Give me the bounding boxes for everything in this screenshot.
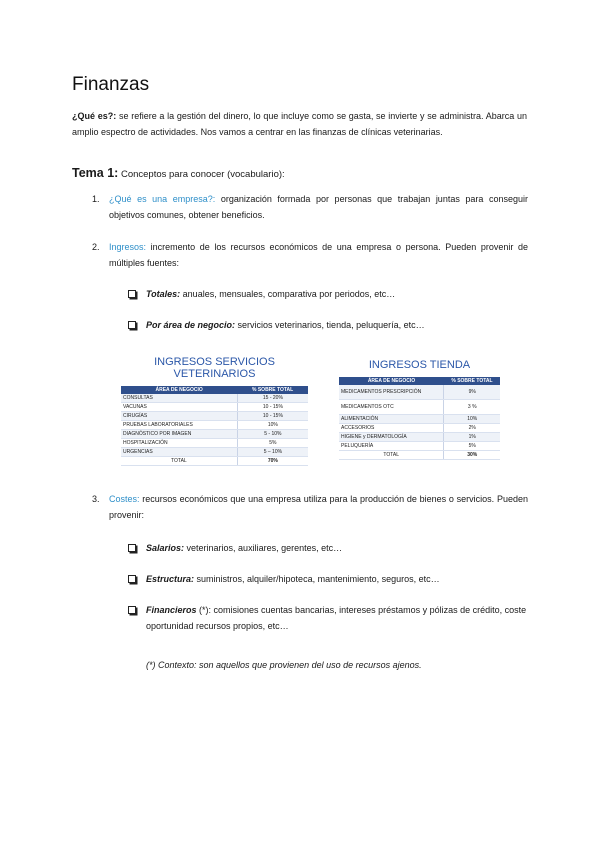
intro-paragraph	[72, 109, 527, 140]
table-row	[339, 415, 500, 424]
table-title: INGRESOS TIENDA	[368, 359, 471, 371]
cell-percent: 9%	[444, 385, 500, 400]
cell-percent: 10 - 15%	[237, 412, 308, 421]
cell-area: VACUNAS	[121, 403, 237, 412]
table-row	[339, 424, 500, 433]
table-row	[339, 442, 500, 451]
table-row	[121, 430, 308, 439]
table-total-row	[121, 457, 308, 466]
tema-text: Conceptos para conocer (vocabulario):	[118, 169, 285, 180]
column-header: % SOBRE TOTAL	[237, 386, 308, 394]
bullet-text: anuales, mensuales, comparativa por periodos, etc…	[180, 289, 396, 299]
checkbox-bullet-icon	[128, 575, 136, 583]
cell-percent: 2%	[444, 424, 500, 433]
bullet-financieros	[128, 603, 528, 634]
bullet-salarios	[128, 541, 342, 557]
total-value: 70%	[237, 457, 308, 466]
cell-percent: 3 %	[444, 400, 500, 415]
checkbox-bullet-icon	[128, 321, 136, 329]
cell-area: HIGIENE y DERMATOLOGÍA	[339, 433, 444, 442]
checkbox-bullet-icon	[128, 544, 136, 552]
cell-percent: 5%	[444, 442, 500, 451]
bullet-term: Por área de negocio:	[146, 320, 236, 330]
definition-empresa: organización formada por personas que trabajan juntas para conseguir objetivos comunes, obtener beneficios.	[109, 194, 528, 220]
tema-label: Tema 1:	[72, 166, 119, 180]
column-header: % SOBRE TOTAL	[444, 377, 500, 385]
list-item-empresa	[92, 192, 528, 223]
total-label: TOTAL	[339, 451, 444, 460]
cell-percent: 5%	[237, 439, 308, 448]
list-number: 2.	[92, 242, 100, 252]
table-ingresos-servicios	[121, 356, 308, 466]
table-ingresos-tienda	[339, 359, 500, 460]
cell-area: DIAGNÓSTICO POR IMAGEN	[121, 430, 237, 439]
table-row	[121, 394, 308, 403]
cell-percent: 10%	[444, 415, 500, 424]
cell-percent: 5 – 10%	[237, 448, 308, 457]
cell-percent: 5 - 10%	[237, 430, 308, 439]
table-header-row	[339, 377, 500, 385]
cell-percent: 10 - 15%	[237, 403, 308, 412]
definition-costes: recursos económicos que una empresa utiliza para la producción de bienes o servicios. Pueden provenir:	[109, 494, 528, 520]
intro-text: se refiere a la gestión del dinero, lo que incluye como se gasta, se invierte y se administra. Abarca un amplio espectro de actividades. Nos vamos a centrar en las finanzas de clínicas veterinarias.	[72, 111, 527, 137]
cell-percent: 10%	[237, 421, 308, 430]
table-row	[121, 412, 308, 421]
cell-area: URGENCIAS	[121, 448, 237, 457]
bullet-text: suministros, alquiler/hipoteca, mantenimiento, seguros, etc…	[194, 574, 440, 584]
bullet-estructura	[128, 572, 440, 588]
cell-area: HOSPITALIZACIÓN	[121, 439, 237, 448]
bullet-text: veterinarios, auxiliares, gerentes, etc…	[184, 543, 343, 553]
table-row	[121, 403, 308, 412]
cell-area: PELUQUERÍA	[339, 442, 444, 451]
cell-percent: 15 - 20%	[237, 394, 308, 403]
ingresos-servicios-table	[121, 386, 308, 466]
bullet-totales	[128, 287, 395, 303]
checkbox-bullet-icon	[128, 606, 136, 614]
list-item-ingresos	[92, 240, 528, 271]
list-number: 1.	[92, 194, 100, 204]
cell-area: PRUEBAS LABORATORIALES	[121, 421, 237, 430]
table-row	[121, 448, 308, 457]
definition-ingresos: incremento de los recursos económicos de una empresa o persona. Pueden provenir de múltiples fuentes:	[109, 242, 528, 268]
table-row	[121, 421, 308, 430]
total-value: 30%	[444, 451, 500, 460]
bullet-term: Estructura:	[146, 574, 195, 584]
cell-percent: 1%	[444, 433, 500, 442]
ingresos-tienda-table	[339, 377, 500, 460]
footnote: (*) Contexto: son aquellos que provienen del uso de recursos ajenos.	[146, 660, 422, 670]
intro-label: ¿Qué es?:	[72, 111, 117, 121]
table-title: INGRESOS SERVICIOS VETERINARIOS	[154, 356, 275, 380]
list-number: 3.	[92, 494, 100, 504]
table-row	[339, 385, 500, 400]
cell-area: ACCESORIOS	[339, 424, 444, 433]
cell-area: CIRUGÍAS	[121, 412, 237, 421]
page-title: Finanzas	[72, 74, 150, 95]
column-header: ÁREA DE NEGOCIO	[339, 377, 444, 385]
tema-heading	[72, 166, 285, 180]
cell-area: MEDICAMENTOS OTC	[339, 400, 444, 415]
table-row	[339, 433, 500, 442]
bullet-term: Salarios:	[146, 543, 185, 553]
bullet-text: : comisiones cuentas bancarias, intereses préstamos y pólizas de crédito, coste oportunidad recursos propios, etc…	[146, 605, 527, 631]
bullet-mark: (*)	[196, 605, 209, 615]
cell-area: ALIMENTACIÓN	[339, 415, 444, 424]
checkbox-bullet-icon	[128, 290, 136, 298]
bullet-area-negocio	[128, 318, 425, 334]
table-row	[121, 439, 308, 448]
bullet-term: Financieros	[146, 605, 197, 615]
table-header-row	[121, 386, 308, 394]
table-row	[339, 400, 500, 415]
cell-area: CONSULTAS	[121, 394, 237, 403]
term-empresa: ¿Qué es una empresa?:	[109, 194, 216, 204]
cell-area: MEDICAMENTOS PRESCRIPCIÓN	[339, 385, 444, 400]
term-ingresos: Ingresos:	[109, 242, 147, 252]
term-costes: Costes:	[109, 494, 140, 504]
bullet-text: servicios veterinarios, tienda, peluquería, etc…	[235, 320, 425, 330]
total-label: TOTAL	[121, 457, 237, 466]
column-header: ÁREA DE NEGOCIO	[121, 386, 237, 394]
table-total-row	[339, 451, 500, 460]
list-item-costes	[92, 492, 528, 523]
bullet-term: Totales:	[146, 289, 181, 299]
